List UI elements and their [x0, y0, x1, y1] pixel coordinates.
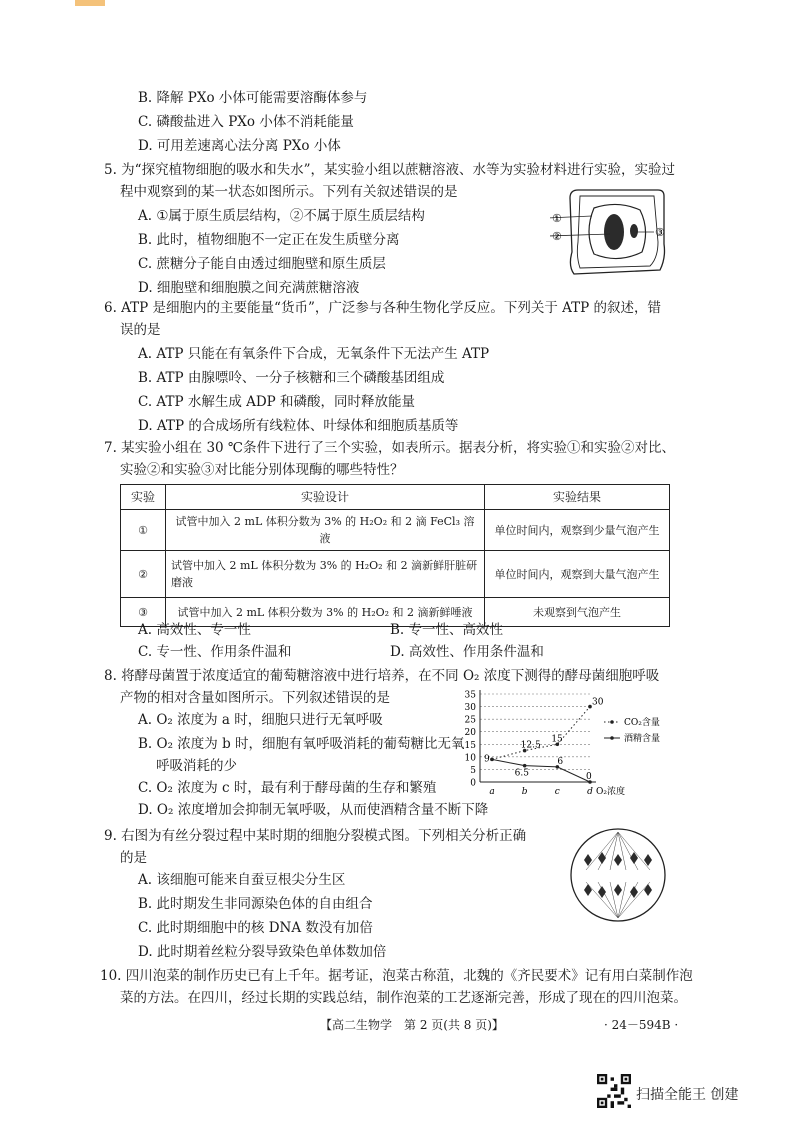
cell-label-1: ①: [552, 212, 562, 225]
table-cell: 试管中加入 2 mL 体积分数为 3% 的 H₂O₂ 和 2 滴新鲜肝脏研磨液: [166, 551, 485, 598]
table-header: 实验结果: [485, 485, 670, 510]
table-header: 实验: [121, 485, 166, 510]
q5-stem-1: 5. 为“探究植物细胞的吸水和失水”，某实验小组以蔗糖溶液、水等为实验材料进行实验，实验过: [104, 162, 675, 178]
legend-marker: [610, 720, 614, 724]
q8-option-c: C. O₂ 浓度为 c 时，最有利于酵母菌的生存和繁殖: [138, 780, 437, 796]
q8-stem-1: 8. 将酵母菌置于浓度适宜的葡萄糖溶液中进行培养，在不同 O₂ 浓度下测得的酵母菌细胞呼吸: [104, 668, 660, 684]
legend-entry: 酒精含量: [624, 734, 661, 744]
experiment-table: [120, 484, 670, 627]
q7-option-a: A. 高效性、专一性: [138, 622, 251, 638]
q6-option-c: C. ATP 水解生成 ADP 和磷酸，同时释放能量: [138, 394, 416, 410]
y-tick-label: 15: [464, 740, 476, 751]
q4-option-d: D. 可用差速离心法分离 PXo 小体: [138, 138, 341, 154]
data-label: 9: [484, 754, 490, 765]
q9-option-b: B. 此时期发生非同源染色体的自由组合: [138, 896, 373, 912]
q7-option-c: C. 专一性、作用条件温和: [138, 644, 292, 660]
mitosis-cell-figure: [568, 826, 668, 924]
x-tick-label: d: [587, 787, 593, 797]
legend-marker: [610, 736, 614, 740]
table-cell: 单位时间内，观察到大量气泡产生: [485, 551, 670, 598]
q9-stem-2: 的是: [120, 850, 147, 866]
q5-option-a: A. ①属于原生质层结构，②不属于原生质层结构: [138, 208, 425, 224]
q9-option-a: A. 该细胞可能来自蚕豆根尖分生区: [138, 872, 346, 888]
q5-stem-2: 程中观察到的某一状态如图所示。下列有关叙述错误的是: [120, 184, 458, 200]
plant-cell-figure: [550, 186, 670, 280]
cell-label-2: ②: [552, 230, 562, 243]
x-tick-label: b: [521, 787, 528, 797]
q8-option-b-1: B. O₂ 浓度为 b 时，细胞有氧呼吸消耗的葡萄糖比无氧: [138, 736, 465, 752]
q8-option-b-2: 呼吸消耗的少: [156, 758, 237, 774]
q7-option-d: D. 高效性、作用条件温和: [390, 644, 544, 660]
series-line: [492, 707, 590, 760]
q4-option-c: C. 磷酸盐进入 PXo 小体不消耗能量: [138, 114, 354, 130]
table-header: 实验设计: [166, 485, 485, 510]
table-cell: 试管中加入 2 mL 体积分数为 3% 的 H₂O₂ 和 2 滴新鲜唾液: [166, 598, 485, 627]
scanner-watermark: 扫描全能王 创建: [636, 1087, 739, 1103]
q6-stem-2: 误的是: [120, 322, 161, 338]
table-cell: ②: [121, 551, 166, 598]
q8-stem-2: 产物的相对含量如图所示。下列叙述错误的是: [120, 690, 390, 706]
q10-stem-2: 菜的方法。在四川，经过长期的实践总结，制作泡菜的工艺逐渐完善，形成了现在的四川泡菜。: [120, 990, 687, 1006]
table-row: [121, 510, 670, 551]
respiration-chart: [456, 686, 696, 798]
table-row: [121, 551, 670, 598]
q6-option-b: B. ATP 由腺嘌呤、一分子核糖和三个磷酸基团组成: [138, 370, 445, 386]
y-tick-label: 20: [464, 728, 476, 739]
table-cell: ①: [121, 510, 166, 551]
y-tick-label: 25: [464, 715, 476, 726]
q9-option-d: D. 此时期着丝粒分裂导致染色单体数加倍: [138, 944, 387, 960]
y-tick-label: 35: [464, 690, 476, 701]
q10-stem-1: 10. 四川泡菜的制作历史已有上千年。据考证，泡菜古称菹，北魏的《齐民要术》记有用白菜制作泡: [100, 968, 693, 984]
q6-stem-1: 6. ATP 是细胞内的主要能量“货币”，广泛参与各种生物化学反应。下列关于 ATP 的叙述，错: [104, 300, 662, 316]
q9-stem-1: 9. 右图为有丝分裂过程中某时期的细胞分裂模式图。下列相关分析正确: [104, 828, 527, 844]
cell-label-3: ③: [655, 226, 665, 239]
data-label: 6: [557, 756, 564, 767]
q7-option-b: B. 专一性、高效性: [390, 622, 504, 638]
y-tick-label: 5: [470, 765, 476, 776]
q5-option-b: B. 此时，植物细胞不一定正在发生质壁分离: [138, 232, 400, 248]
q6-option-a: A. ATP 只能在有氧条件下合成，无氧条件下无法产生 ATP: [138, 346, 490, 362]
table-header-row: [121, 485, 670, 510]
table-cell: 试管中加入 2 mL 体积分数为 3% 的 H₂O₂ 和 2 滴 FeCl₃ 溶液: [166, 510, 485, 551]
y-tick-label: 10: [464, 753, 476, 764]
q4-option-b: B. 降解 PXo 小体可能需要溶酶体参与: [138, 90, 368, 106]
table-cell: 未观察到气泡产生: [485, 598, 670, 627]
q6-option-d: D. ATP 的合成场所有线粒体、叶绿体和细胞质基质等: [138, 418, 459, 434]
q8-option-d: D. O₂ 浓度增加会抑制无氧呼吸，从而使酒精含量不断下降: [138, 802, 489, 818]
data-label: 15: [551, 734, 563, 745]
qr-code-icon: [597, 1074, 631, 1108]
series-line: [492, 756, 590, 782]
table-cell: ③: [121, 598, 166, 627]
legend-entry: CO₂含量: [624, 718, 660, 728]
y-tick-label: 30: [464, 703, 476, 714]
x-axis-label: O₂浓度: [596, 787, 625, 797]
y-tick-label: 0: [470, 778, 476, 789]
table-cell: 单位时间内，观察到少量气泡产生: [485, 510, 670, 551]
data-label: 12.5: [520, 740, 541, 751]
scan-edge-mark: [75, 0, 105, 6]
q5-option-d: D. 细胞壁和细胞膜之间充满蔗糖溶液: [138, 280, 360, 296]
x-tick-label: c: [554, 787, 560, 797]
data-point: [490, 758, 494, 762]
q9-option-c: C. 此时期细胞中的核 DNA 数没有加倍: [138, 920, 373, 936]
data-label: 30: [592, 697, 604, 708]
q5-option-c: C. 蔗糖分子能自由透过细胞壁和原生质层: [138, 256, 386, 272]
page-footer: 【高二生物学 第 2 页(共 8 页)】: [320, 1018, 504, 1032]
q7-stem-1: 7. 某实验小组在 30 ℃条件下进行了三个实验，如表所示。据表分析，将实验①和实验②对比、: [104, 440, 676, 456]
data-label: 0: [586, 772, 592, 782]
data-point: [523, 764, 527, 768]
data-label: 6.5: [514, 768, 529, 779]
q8-option-a: A. O₂ 浓度为 a 时，细胞只进行无氧呼吸: [138, 712, 383, 728]
q7-stem-2: 实验②和实验③对比能分别体现酶的哪些特性？: [120, 462, 404, 478]
paper-code: · 24－594B ·: [604, 1018, 679, 1032]
x-tick-label: a: [489, 787, 495, 797]
